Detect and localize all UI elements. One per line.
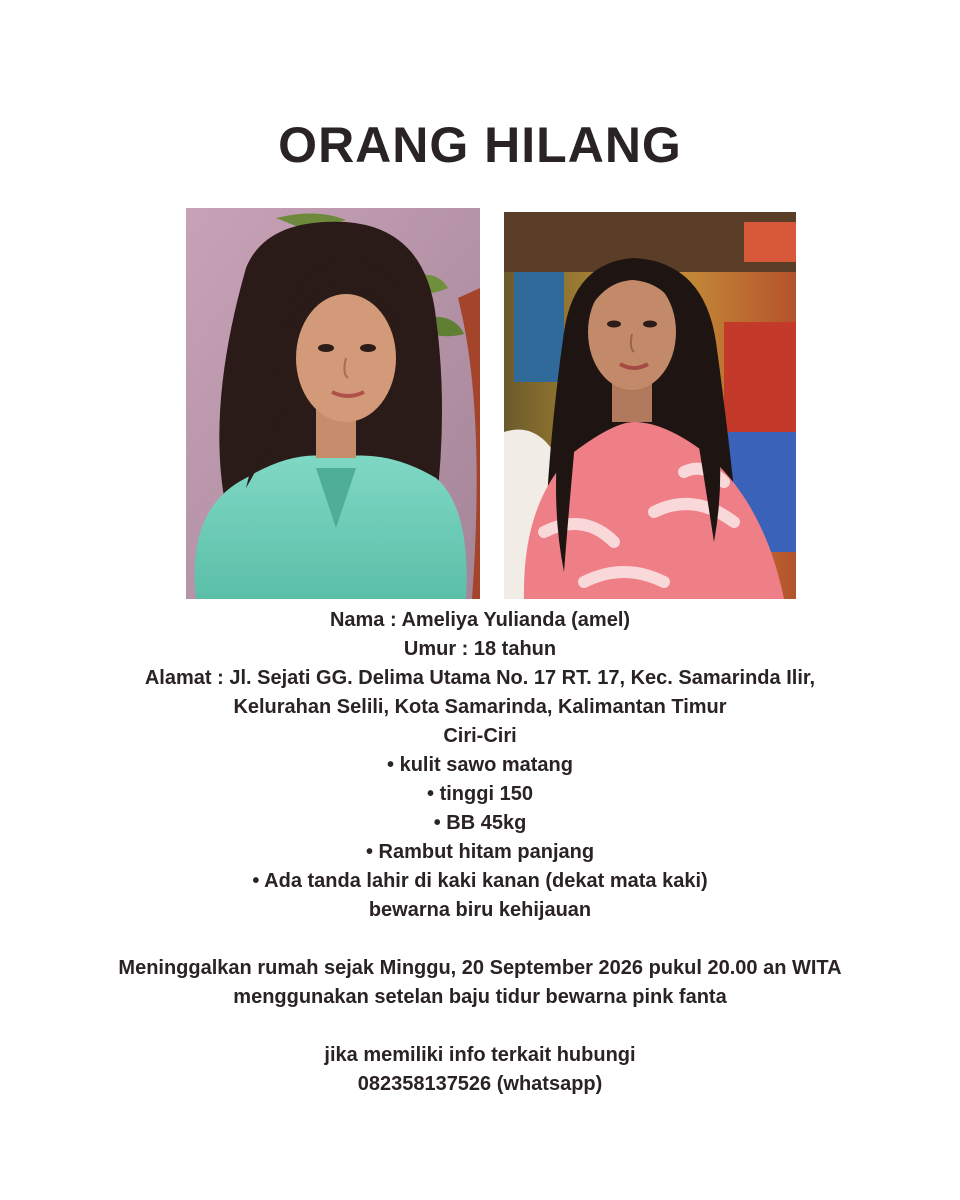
- poster-title: ORANG HILANG: [278, 117, 682, 173]
- characteristics-heading: Ciri-Ciri: [443, 725, 517, 747]
- contact-phone: 082358137526 (whatsapp): [357, 1073, 603, 1095]
- missing-person-photo-2: [504, 212, 796, 599]
- photo-2-image: [504, 212, 796, 599]
- characteristic-item: • tinggi 150: [427, 783, 533, 805]
- missing-person-info: [0, 606, 960, 1099]
- characteristic-item: • Ada tanda lahir di kaki kanan (dekat mata kaki): [252, 870, 708, 892]
- photo-1-image: [186, 208, 480, 599]
- spacer: [0, 925, 960, 954]
- address-line-2: Kelurahan Selili, Kota Samarinda, Kalimantan Timur: [233, 696, 727, 718]
- departure-line-1: Meninggalkan rumah sejak Minggu, 20 September 2026 pukul 20.00 an WITA: [118, 957, 842, 979]
- name-line: Nama : Ameliya Yulianda (amel): [329, 609, 631, 631]
- spacer: [0, 1012, 960, 1041]
- age-line: Umur : 18 tahun: [403, 638, 557, 660]
- contact-line-1: jika memiliki info terkait hubungi: [324, 1044, 636, 1066]
- missing-person-photo-1: [186, 208, 480, 599]
- characteristic-item: bewarna biru kehijauan: [368, 899, 592, 921]
- departure-line-2: menggunakan setelan baju tidur bewarna pink fanta: [233, 986, 727, 1008]
- characteristic-item: • kulit sawo matang: [387, 754, 573, 776]
- characteristic-item: • BB 45kg: [433, 812, 527, 834]
- address-line-1: Alamat : Jl. Sejati GG. Delima Utama No. 17 RT. 17, Kec. Samarinda Ilir,: [144, 667, 816, 689]
- characteristic-item: • Rambut hitam panjang: [365, 841, 595, 863]
